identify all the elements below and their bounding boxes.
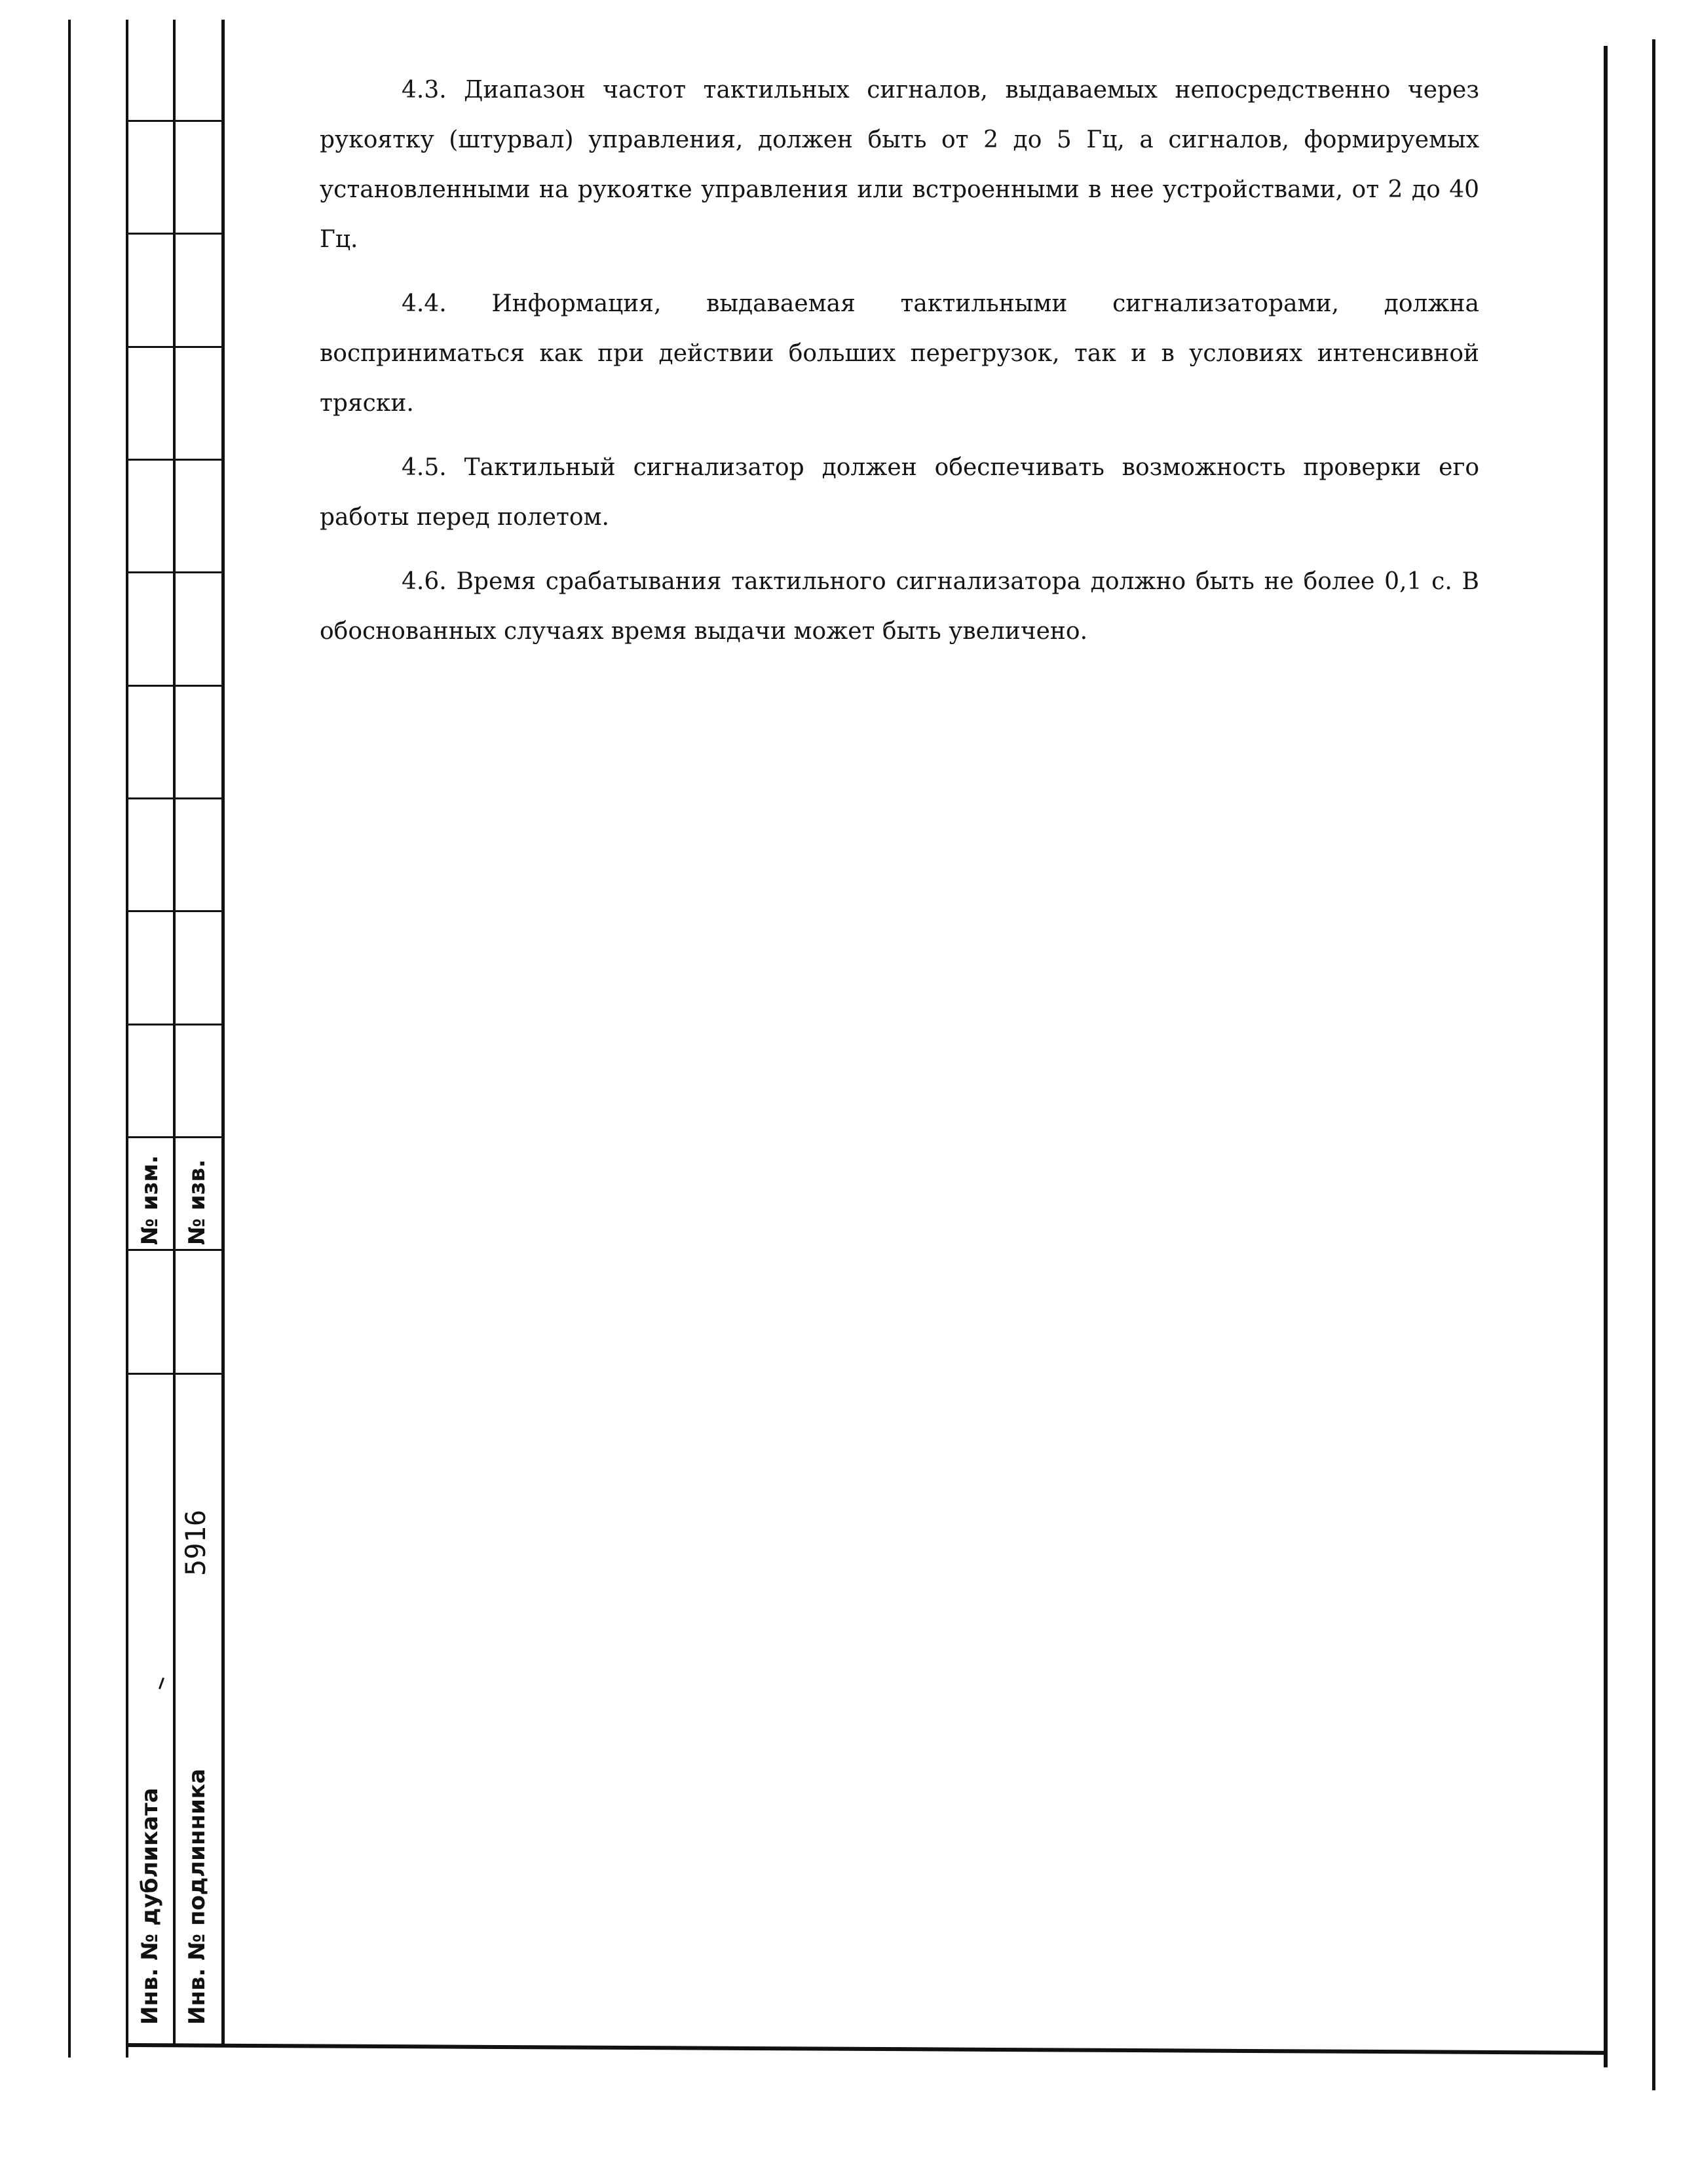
frame-line-bottom: [128, 2043, 1608, 2055]
stamp-inv-podlinnika-value: 5916: [179, 1509, 212, 1576]
paragraph-4-5: 4.5. Тактильный сигнализатор должен обеспечивать возможность проверки его работы перед полетом.: [320, 454, 1479, 531]
document-body: [320, 66, 1479, 671]
stamp-no-izv-label: № изв.: [184, 1159, 210, 1245]
paragraph-4-3: 4.3. Диапазон частот тактильных сигналов, выдаваемых непосредственно через рукоятку (штурвал) управления, должен быть от 2 до 5 Гц, а сигналов, формируемых установленными на рукоятке управления или встроенными в нее устройствами, от 2 до 40 Гц.: [320, 77, 1479, 253]
stamp-tick-mark: [159, 1677, 164, 1689]
stamp-inv-dublikata-label: Инв. № дубликата: [137, 1788, 163, 2025]
margin-line-right: [1652, 39, 1655, 2090]
stamp-inv-podlinnika-label: Инв. № подлинника: [184, 1769, 210, 2025]
frame-line-left: [221, 20, 225, 2044]
paragraph-4-6: 4.6. Время срабатывания тактильного сигнализатора должно быть не более 0,1 с. В обоснованных случаях время выдачи может быть увеличено.: [320, 568, 1479, 645]
paragraph-4-4: 4.4. Информация, выдаваемая тактильными сигнализаторами, должна восприниматься как при действии больших перегрузок, так и в условиях интенсивной тряски.: [320, 290, 1479, 417]
margin-line-outer: [68, 20, 71, 2058]
stamp-lower-top-border: [127, 1373, 223, 1375]
frame-line-right: [1604, 46, 1608, 2067]
stamp-column-line-left: [126, 20, 128, 2058]
stamp-column-line-middle: [173, 20, 176, 2044]
stamp-no-izm-label: № изм.: [137, 1155, 163, 1245]
